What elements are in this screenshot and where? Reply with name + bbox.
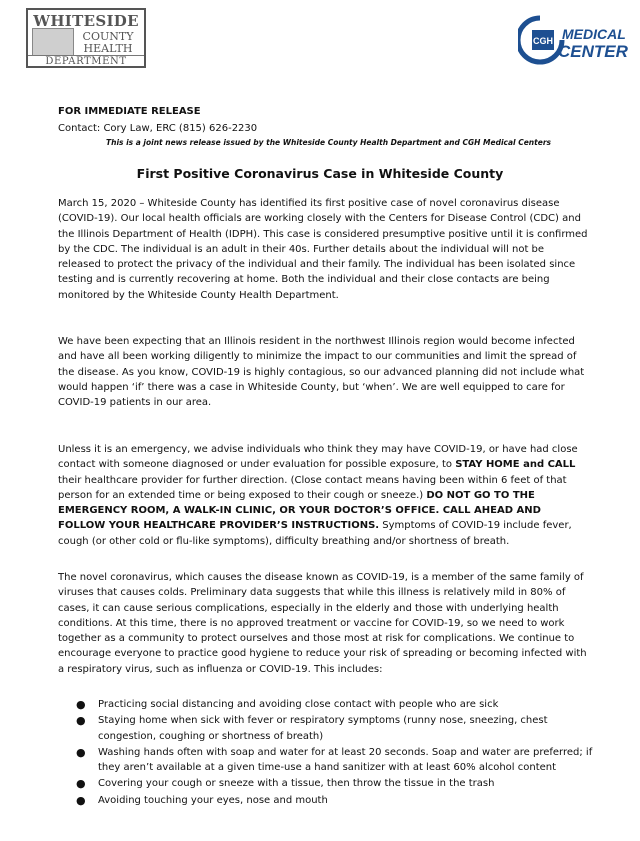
list-item-text: Washing hands often with soap and water for at least 20 seconds. Soap and water are preferred; if they aren’t available at a given time-use a hand sanitizer with at least 60% alcohol content — [98, 746, 593, 774]
paragraph-3-do-not-go: DO NOT GO TO THE EMERGENCY ROOM, A WALK-IN CLINIC, OR YOUR DOCTOR’S OFFICE. CALL AHEAD AND FOLLOW YOUR HEALTHCARE PROVIDER’S INSTRUCTIONS. — [58, 489, 541, 532]
paragraph-2: We have been expecting that an Illinois resident in the northwest Illinois region would become infected and have all been working diligently to minimize the impact to our communities and limit the spread of the disease. As you know, COVID-19 is highly contagious, so our advanced planning did not include what would happen ‘if’ there was a case in Whiteside County, but ‘when’. We are well equipped to care for COVID-19 patients in our area. — [58, 336, 585, 409]
bullet-icon: ● — [76, 745, 86, 759]
list-item-text: Staying home when sick with fever or respiratory symptoms (runny nose, sneezing, chest congestion, coughing or shortness of breath) — [98, 715, 548, 742]
logo-line-4: DEPARTMENT — [28, 55, 144, 67]
center-logo-text: CENTER — [558, 42, 628, 61]
paragraph-3 — [58, 442, 590, 549]
release-label: FOR IMMEDIATE RELEASE — [58, 106, 201, 117]
bullet-icon: ● — [76, 714, 86, 728]
logo-line-1: WHITESIDE — [33, 12, 139, 30]
bullet-icon: ● — [76, 698, 86, 711]
paragraph-4: The novel coronavirus, which causes the disease known as COVID-19, is a member of the same family of viruses that causes colds. Preliminary data suggests that while this illness is relatively mild in 80% of cases, it can cause serious complications, especially in the elderly and those with underlying health conditions. At this time, there is no approved treatment or vaccine for COVID-19, so we need to work together as a community to protect ourselves and those most at risk for complications. We continue to encourage everyone to practice good hygiene to reduce your risk of spreading or becoming infected with a respiratory virus, such as influenza or COVID-19. This includes: — [58, 572, 587, 675]
paragraph-1: March 15, 2020 – Whiteside County has identified its first positive case of novel coronavirus disease (COVID-19). Our local health officials are working closely with the Centers for Disease Control (CDC) and the Illinois Department of Health (IDPH). This case is considered presumptive positive until it is confirmed by the CDC. The individual is an adult in their 40s. Further details about the individual will not be released to protect the privacy of the individual and their family. The individual has been isolated since testing and is currently recovering at home. Both the individual and their close contacts are being monitored by the Whiteside County Health Department. — [58, 198, 588, 301]
page-title: First Positive Coronavirus Case in Whiteside County — [136, 166, 504, 181]
whiteside-county-health-department-logo — [26, 8, 146, 68]
cgh-badge-text: CGH — [533, 36, 553, 46]
logo-line-3: HEALTH — [83, 42, 133, 55]
paragraph-3-part-e: Symptoms of COVID-19 include fever, cough (or other cold or flu-like symptoms), difficulty breathing and/or shortness of breath. — [58, 520, 572, 547]
county-map-icon — [32, 28, 74, 56]
paragraph-3-part-c: their healthcare provider for further direction. (Close contact means having been within 6 feet of that person for an extended time or being exposed to their cough or sneeze.) — [58, 474, 567, 501]
list-item — [60, 745, 600, 776]
list-item — [60, 713, 600, 744]
joint-release-note: This is a joint news release issued by the Whiteside County Health Department and CGH Medical Centers — [106, 138, 551, 147]
list-item — [60, 793, 600, 808]
contact-line: Contact: Cory Law, ERC (815) 626-2230 — [58, 123, 258, 134]
paragraph-3-stay-home: STAY HOME and CALL — [455, 459, 576, 471]
list-item-text: Covering your cough or sneeze with a tissue, then throw the tissue in the trash — [98, 778, 495, 790]
list-item — [60, 776, 600, 791]
logo-line-2: COUNTY — [82, 30, 134, 43]
list-item-text: Avoiding touching your eyes, nose and mouth — [98, 794, 328, 806]
bullet-icon: ● — [76, 777, 86, 791]
bullet-icon: ● — [76, 793, 86, 807]
medical-logo-text: MEDICAL — [562, 26, 626, 42]
list-item-text: Practicing social distancing and avoiding close contact with people who are sick — [98, 699, 499, 710]
list-item — [60, 697, 600, 712]
paragraph-3-part-a: Unless it is an emergency, we advise individuals who think they may have COVID-19, or have had close contact with someone diagnosed or under evaluation for possible exposure, to — [58, 444, 578, 471]
cgh-medical-center-logo — [518, 12, 628, 72]
hygiene-bullet-list — [60, 697, 600, 809]
